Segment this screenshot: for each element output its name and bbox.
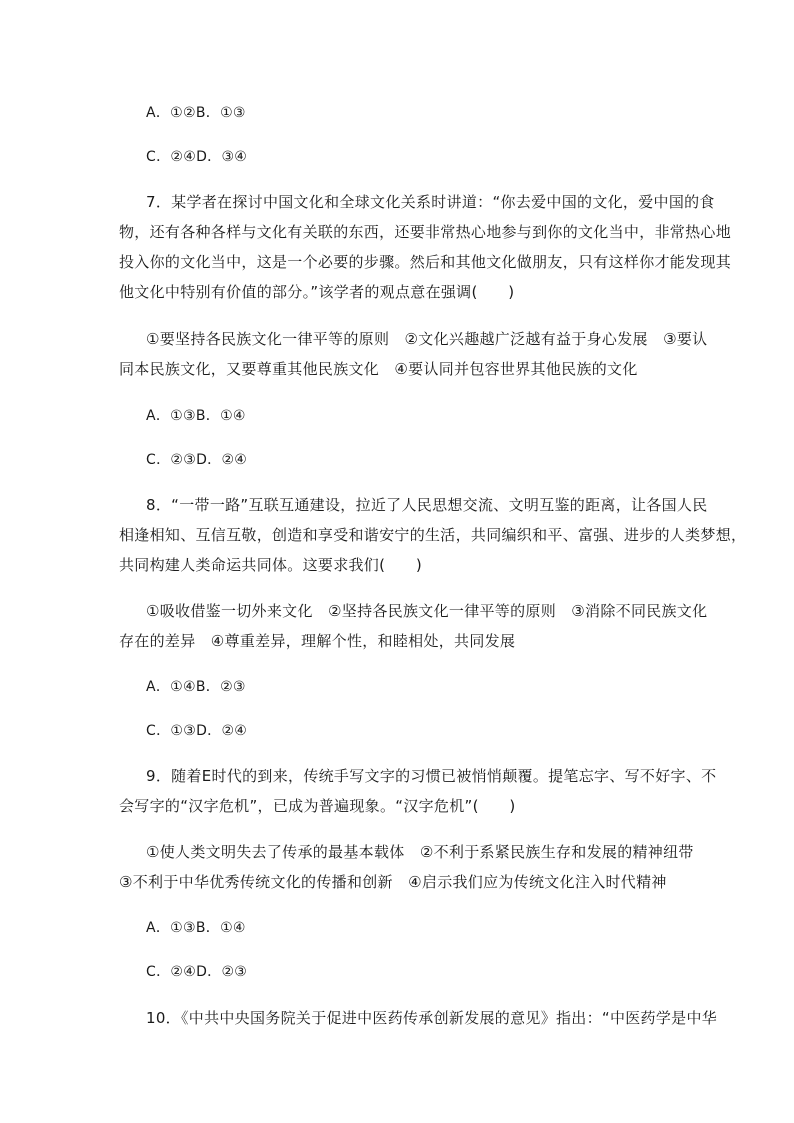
q7-option-line-2: C．②③D．②④ — [146, 452, 248, 468]
q9-stem-line-2: 会写字的“汉字危机”，已成为普遍现象。“汉字危机”( ) — [119, 797, 516, 815]
q7-statement-line-2: 同本民族文化，又要尊重其他民族文化 ④要认同并包容世界其他民族的文化 — [119, 360, 638, 378]
q7-stem-line-2: 物，还有各种各样与文化有关联的东西，还要非常热心地参与到你的文化当中，非常热心地 — [119, 223, 732, 241]
q8-statement-line-2: 存在的差异 ④尊重差异，理解个性，和睦相处，共同发展 — [119, 632, 516, 650]
q7-stem-line-3: 投入你的文化当中，这是一个必要的步骤。然后和其他文化做朋友，只有这样你才能发现其 — [119, 253, 732, 271]
q7-stem-line-1: 7．某学者在探讨中国文化和全球文化关系时讲道：“你去爱中国的文化，爱中国的食 — [146, 193, 715, 211]
q6-option-line-1: A．①②B．①③ — [146, 105, 246, 121]
q9-option-line-1: A．①③B．①④ — [146, 920, 246, 936]
q8-stem-line-2: 相逢相知、互信互敬，创造和享受和谐安宁的生活，共同编织和平、富强、进步的人类梦想， — [119, 526, 747, 544]
q7-statement-line-1: ①要坚持各民族文化一律平等的原则 ②文化兴趣越广泛越有益于身心发展 ③要认 — [146, 330, 708, 348]
q8-statement-line-1: ①吸收借鉴一切外来文化 ②坚持各民族文化一律平等的原则 ③消除不同民族文化 — [146, 602, 708, 620]
q8-option-line-2: C．①③D．②④ — [146, 723, 248, 739]
q9-stem-line-1: 9．随着E时代的到来，传统手写文字的习惯已被悄悄颠覆。提笔忘字、写不好字、不 — [146, 767, 717, 785]
q9-statement-line-1: ①使人类文明失去了传承的最基本载体 ②不利于系紧民族生存和发展的精神纽带 — [146, 843, 694, 861]
q8-stem-line-1: 8．“一带一路”互联互通建设，拉近了人民思想交流、文明互鉴的距离，让各国人民 — [146, 496, 708, 514]
q9-statement-line-2: ③不利于中华优秀传统文化的传播和创新 ④启示我们应为传统文化注入时代精神 — [119, 873, 667, 891]
q7-stem-line-4: 他文化中特别有价值的部分。”该学者的观点意在强调( ) — [119, 283, 515, 301]
q7-option-line-1: A．①③B．①④ — [146, 408, 246, 424]
q8-option-line-1: A．①④B．②③ — [146, 679, 246, 695]
q10-stem-line-1: 10．《中共中央国务院关于促进中医药传承创新发展的意见》指出：“中医药学是中华 — [146, 1009, 718, 1027]
q8-stem-line-3: 共同构建人类命运共同体。这要求我们( ) — [119, 556, 423, 574]
q9-option-line-2: C．②④D．②③ — [146, 964, 248, 980]
q6-option-line-2: C．②④D．③④ — [146, 149, 248, 165]
